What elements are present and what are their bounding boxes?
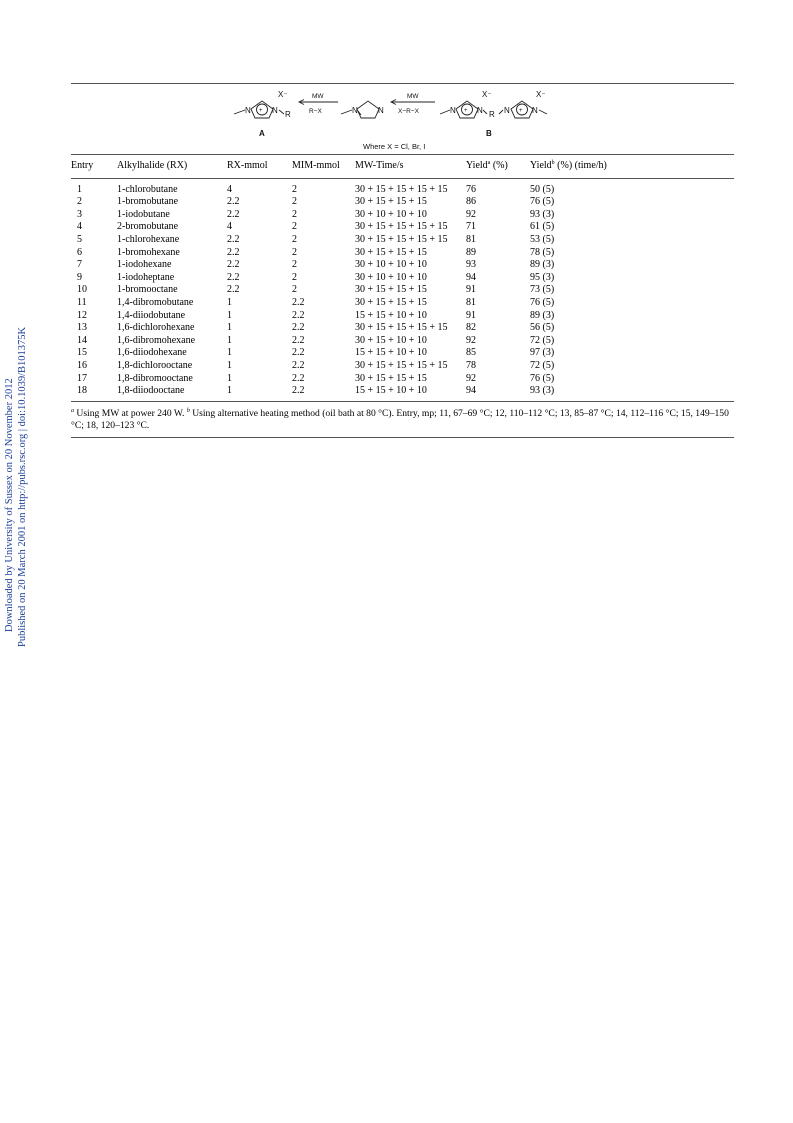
ring-mim <box>357 101 379 118</box>
cell-mim-mmol: 2.2 <box>292 309 305 321</box>
cell-yield-a: 91 <box>466 284 476 296</box>
header-yield-b <box>530 155 734 179</box>
footnote-mark-b: b <box>186 407 190 414</box>
cell-mim-mmol: 2.2 <box>292 359 305 371</box>
cell-alkylhalide: 1-chlorohexane <box>117 233 180 245</box>
table-row <box>71 335 734 348</box>
cell-rx-mmol: 4 <box>227 183 232 195</box>
cell-mw-time: 30 + 15 + 10 + 10 <box>355 334 427 346</box>
b-n1: N <box>450 106 456 115</box>
table-footnote <box>71 401 734 438</box>
cell-mw-time: 30 + 15 + 15 + 15 + 15 <box>355 183 448 195</box>
cell-mw-time: 15 + 15 + 10 + 10 <box>355 309 427 321</box>
header-rx-mmol: RX-mmol <box>227 155 292 179</box>
cell-mim-mmol: 2 <box>292 208 297 220</box>
cell-mim-mmol: 2 <box>292 221 297 233</box>
b-anion2: X⁻ <box>536 90 546 99</box>
table-block <box>71 83 734 438</box>
cell-rx-mmol: 2.2 <box>227 208 240 220</box>
cell-yield-b: 50 (5) <box>530 183 555 195</box>
cell-alkylhalide: 1,8-dichlorooctane <box>117 359 193 371</box>
cell-mw-time: 30 + 15 + 15 + 15 <box>355 284 427 296</box>
cell-alkylhalide: 1-bromobutane <box>117 196 179 208</box>
a-anion: X⁻ <box>278 90 288 99</box>
cell-rx-mmol: 1 <box>227 296 232 308</box>
cell-alkylhalide: 1-bromohexane <box>117 246 180 258</box>
reaction-scheme <box>71 84 734 154</box>
cell-mim-mmol: 2 <box>292 246 297 258</box>
cell-rx-mmol: 4 <box>227 221 232 233</box>
header-yield-b-mark: b <box>551 160 555 166</box>
cell-yield-a: 92 <box>466 372 476 384</box>
cell-entry: 10 <box>77 284 87 296</box>
cell-alkylhalide: 1,4-dibromobutane <box>117 296 194 308</box>
cell-alkylhalide: 1-iodoheptane <box>117 271 175 283</box>
footnote-text-a: Using MW at power 240 W. <box>74 407 187 419</box>
cell-yield-a: 71 <box>466 221 476 233</box>
header-yield-b-word: Yield <box>530 160 552 171</box>
label-a: A <box>259 129 265 138</box>
header-yield-a-word: Yield <box>466 160 488 171</box>
table-row <box>71 385 734 401</box>
cell-alkylhalide: 1,6-dichlorohexane <box>117 322 195 334</box>
cell-mw-time: 30 + 15 + 15 + 15 + 15 <box>355 221 448 233</box>
header-entry: Entry <box>71 155 117 179</box>
a-n2: N <box>272 106 278 115</box>
header-yield-b-unit: (%) (time/h) <box>554 160 607 171</box>
table-row <box>71 234 734 247</box>
table-row <box>71 196 734 209</box>
cell-rx-mmol: 1 <box>227 309 232 321</box>
table-row <box>71 272 734 285</box>
cell-entry: 9 <box>77 271 82 283</box>
cell-alkylhalide: 1,4-diiodobutane <box>117 309 186 321</box>
header-yield-a-mark: a <box>487 160 491 166</box>
results-table <box>71 154 734 401</box>
cell-alkylhalide: 2-bromobutane <box>117 221 179 233</box>
cell-rx-mmol: 2.2 <box>227 271 240 283</box>
table-row <box>71 322 734 335</box>
b-plus1: + <box>464 108 468 114</box>
cell-mw-time: 30 + 10 + 10 + 10 <box>355 259 427 271</box>
header-mim-mmol: MIM-mmol <box>292 155 355 179</box>
arrow-1-bottom: R−X <box>309 108 322 115</box>
cell-entry: 7 <box>77 259 82 271</box>
cell-alkylhalide: 1-iodohexane <box>117 259 172 271</box>
cell-entry: 1 <box>77 183 82 195</box>
table-row <box>71 347 734 360</box>
header-mw-time: MW-Time/s <box>355 155 466 179</box>
a-r: R <box>285 110 291 119</box>
cell-alkylhalide: 1-bromooctane <box>117 284 178 296</box>
cell-entry: 18 <box>77 385 87 397</box>
cell-mw-time: 30 + 10 + 10 + 10 <box>355 208 427 220</box>
cell-yield-b: 76 (5) <box>530 372 555 384</box>
cell-entry: 3 <box>77 208 82 220</box>
cell-mim-mmol: 2 <box>292 284 297 296</box>
cell-yield-a: 92 <box>466 208 476 220</box>
cell-rx-mmol: 2.2 <box>227 196 240 208</box>
cell-entry: 2 <box>77 196 82 208</box>
cell-mw-time: 30 + 15 + 15 + 15 + 15 <box>355 233 448 245</box>
footnote-text-b: Using alternative heating method (oil bath at 80 °C). Entry, mp; 11, 67–69 °C; 12, 110–112 °C; 13, 85–87 °C; 14, 112–116 °C; 15, 149–150 °C; 18, 120–123 °C. <box>71 407 729 431</box>
cell-yield-b: 78 (5) <box>530 246 555 258</box>
cell-yield-b: 61 (5) <box>530 221 555 233</box>
table-row <box>71 373 734 386</box>
cell-mim-mmol: 2 <box>292 271 297 283</box>
b-anion1: X⁻ <box>482 90 492 99</box>
mim-n2: N <box>378 106 384 115</box>
b-n2: N <box>477 106 483 115</box>
table-row <box>71 310 734 323</box>
cell-yield-b: 93 (3) <box>530 385 555 397</box>
cell-mw-time: 30 + 15 + 15 + 15 <box>355 372 427 384</box>
header-alkylhalide: Alkylhalide (RX) <box>117 155 227 179</box>
cell-entry: 14 <box>77 334 87 346</box>
cell-mw-time: 30 + 15 + 15 + 15 + 15 <box>355 322 448 334</box>
mim-n1: N <box>352 106 358 115</box>
cell-mw-time: 15 + 15 + 10 + 10 <box>355 385 427 397</box>
cell-alkylhalide: 1,6-diiodohexane <box>117 347 187 359</box>
cell-entry: 17 <box>77 372 87 384</box>
cell-yield-a: 93 <box>466 259 476 271</box>
cell-yield-a: 82 <box>466 322 476 334</box>
cell-rx-mmol: 1 <box>227 359 232 371</box>
cell-entry: 6 <box>77 246 82 258</box>
cell-rx-mmol: 1 <box>227 334 232 346</box>
cell-mim-mmol: 2.2 <box>292 322 305 334</box>
side-notice-line1: Downloaded by University of Sussex on 20 November 2012 <box>4 378 15 632</box>
footnote-mark-a: a <box>71 407 74 414</box>
cell-yield-b: 95 (3) <box>530 271 555 283</box>
arrow-2-bottom: X−R−X <box>398 108 419 115</box>
cell-rx-mmol: 2.2 <box>227 259 240 271</box>
cell-rx-mmol: 1 <box>227 372 232 384</box>
cell-mim-mmol: 2.2 <box>292 334 305 346</box>
cell-yield-b: 93 (3) <box>530 208 555 220</box>
cell-mw-time: 30 + 10 + 10 + 10 <box>355 271 427 283</box>
a-n1: N <box>245 106 251 115</box>
cell-yield-a: 92 <box>466 334 476 346</box>
cell-mw-time: 15 + 15 + 10 + 10 <box>355 347 427 359</box>
cell-alkylhalide: 1,6-dibromohexane <box>117 334 196 346</box>
cell-mw-time: 30 + 15 + 15 + 15 <box>355 196 427 208</box>
cell-entry: 4 <box>77 221 82 233</box>
cell-entry: 11 <box>77 296 87 308</box>
cell-alkylhalide: 1,8-diiodooctane <box>117 385 185 397</box>
cell-yield-a: 81 <box>466 296 476 308</box>
cell-mim-mmol: 2 <box>292 196 297 208</box>
table-row <box>71 297 734 310</box>
cell-mw-time: 30 + 15 + 15 + 15 <box>355 296 427 308</box>
side-notice-line2: Published on 20 March 2001 on http://pubs.rsc.org | doi:10.1039/B101375K <box>17 326 28 647</box>
cell-mw-time: 30 + 15 + 15 + 15 <box>355 246 427 258</box>
cell-yield-b: 72 (5) <box>530 334 555 346</box>
b-plus2: + <box>519 108 523 114</box>
cell-rx-mmol: 1 <box>227 347 232 359</box>
table-row <box>71 360 734 373</box>
cell-yield-b: 97 (3) <box>530 347 555 359</box>
cell-rx-mmol: 2.2 <box>227 233 240 245</box>
header-row <box>71 155 734 179</box>
cell-yield-b: 53 (5) <box>530 233 555 245</box>
b-n3: N <box>504 106 510 115</box>
arrow-2-top: MW <box>407 93 419 100</box>
cell-mim-mmol: 2.2 <box>292 385 305 397</box>
cell-yield-b: 89 (3) <box>530 309 555 321</box>
cell-mim-mmol: 2 <box>292 183 297 195</box>
header-yield-a-unit: (%) <box>490 160 508 171</box>
cell-yield-b: 73 (5) <box>530 284 555 296</box>
table-row <box>71 178 734 196</box>
cell-mw-time: 30 + 15 + 15 + 15 + 15 <box>355 359 448 371</box>
cell-yield-b: 89 (3) <box>530 259 555 271</box>
cell-mim-mmol: 2.2 <box>292 296 305 308</box>
cell-mim-mmol: 2.2 <box>292 347 305 359</box>
cell-yield-a: 94 <box>466 271 476 283</box>
cell-yield-b: 56 (5) <box>530 322 555 334</box>
table-row <box>71 247 734 260</box>
cell-yield-a: 81 <box>466 233 476 245</box>
scheme-caption: Where X = Cl, Br, I <box>363 142 426 151</box>
table-row <box>71 259 734 272</box>
cell-rx-mmol: 2.2 <box>227 246 240 258</box>
scheme-drawing <box>71 84 734 154</box>
table-row <box>71 221 734 234</box>
cell-entry: 12 <box>77 309 87 321</box>
cell-yield-a: 91 <box>466 309 476 321</box>
cell-alkylhalide: 1-chlorobutane <box>117 183 178 195</box>
cell-alkylhalide: 1-iodobutane <box>117 208 170 220</box>
cell-mim-mmol: 2.2 <box>292 372 305 384</box>
cell-entry: 5 <box>77 233 82 245</box>
cell-mim-mmol: 2 <box>292 259 297 271</box>
cell-yield-b: 76 (5) <box>530 296 555 308</box>
cell-yield-b: 72 (5) <box>530 359 555 371</box>
cell-rx-mmol: 1 <box>227 322 232 334</box>
b-r: R <box>489 110 495 119</box>
cell-yield-b: 76 (5) <box>530 196 555 208</box>
cell-yield-a: 86 <box>466 196 476 208</box>
side-download-notice <box>2 320 28 650</box>
table-row <box>71 284 734 297</box>
a-plus: + <box>259 108 263 114</box>
cell-yield-a: 76 <box>466 183 476 195</box>
cell-rx-mmol: 1 <box>227 385 232 397</box>
cell-yield-a: 78 <box>466 359 476 371</box>
cell-alkylhalide: 1,8-dibromooctane <box>117 372 193 384</box>
header-yield-a <box>466 155 530 179</box>
b-n4: N <box>532 106 538 115</box>
cell-entry: 16 <box>77 359 87 371</box>
arrow-1-top: MW <box>312 93 324 100</box>
cell-entry: 13 <box>77 322 87 334</box>
table-row <box>71 209 734 222</box>
cell-mim-mmol: 2 <box>292 233 297 245</box>
cell-entry: 15 <box>77 347 87 359</box>
cell-rx-mmol: 2.2 <box>227 284 240 296</box>
cell-yield-a: 85 <box>466 347 476 359</box>
label-b: B <box>486 129 492 138</box>
cell-yield-a: 94 <box>466 385 476 397</box>
cell-yield-a: 89 <box>466 246 476 258</box>
